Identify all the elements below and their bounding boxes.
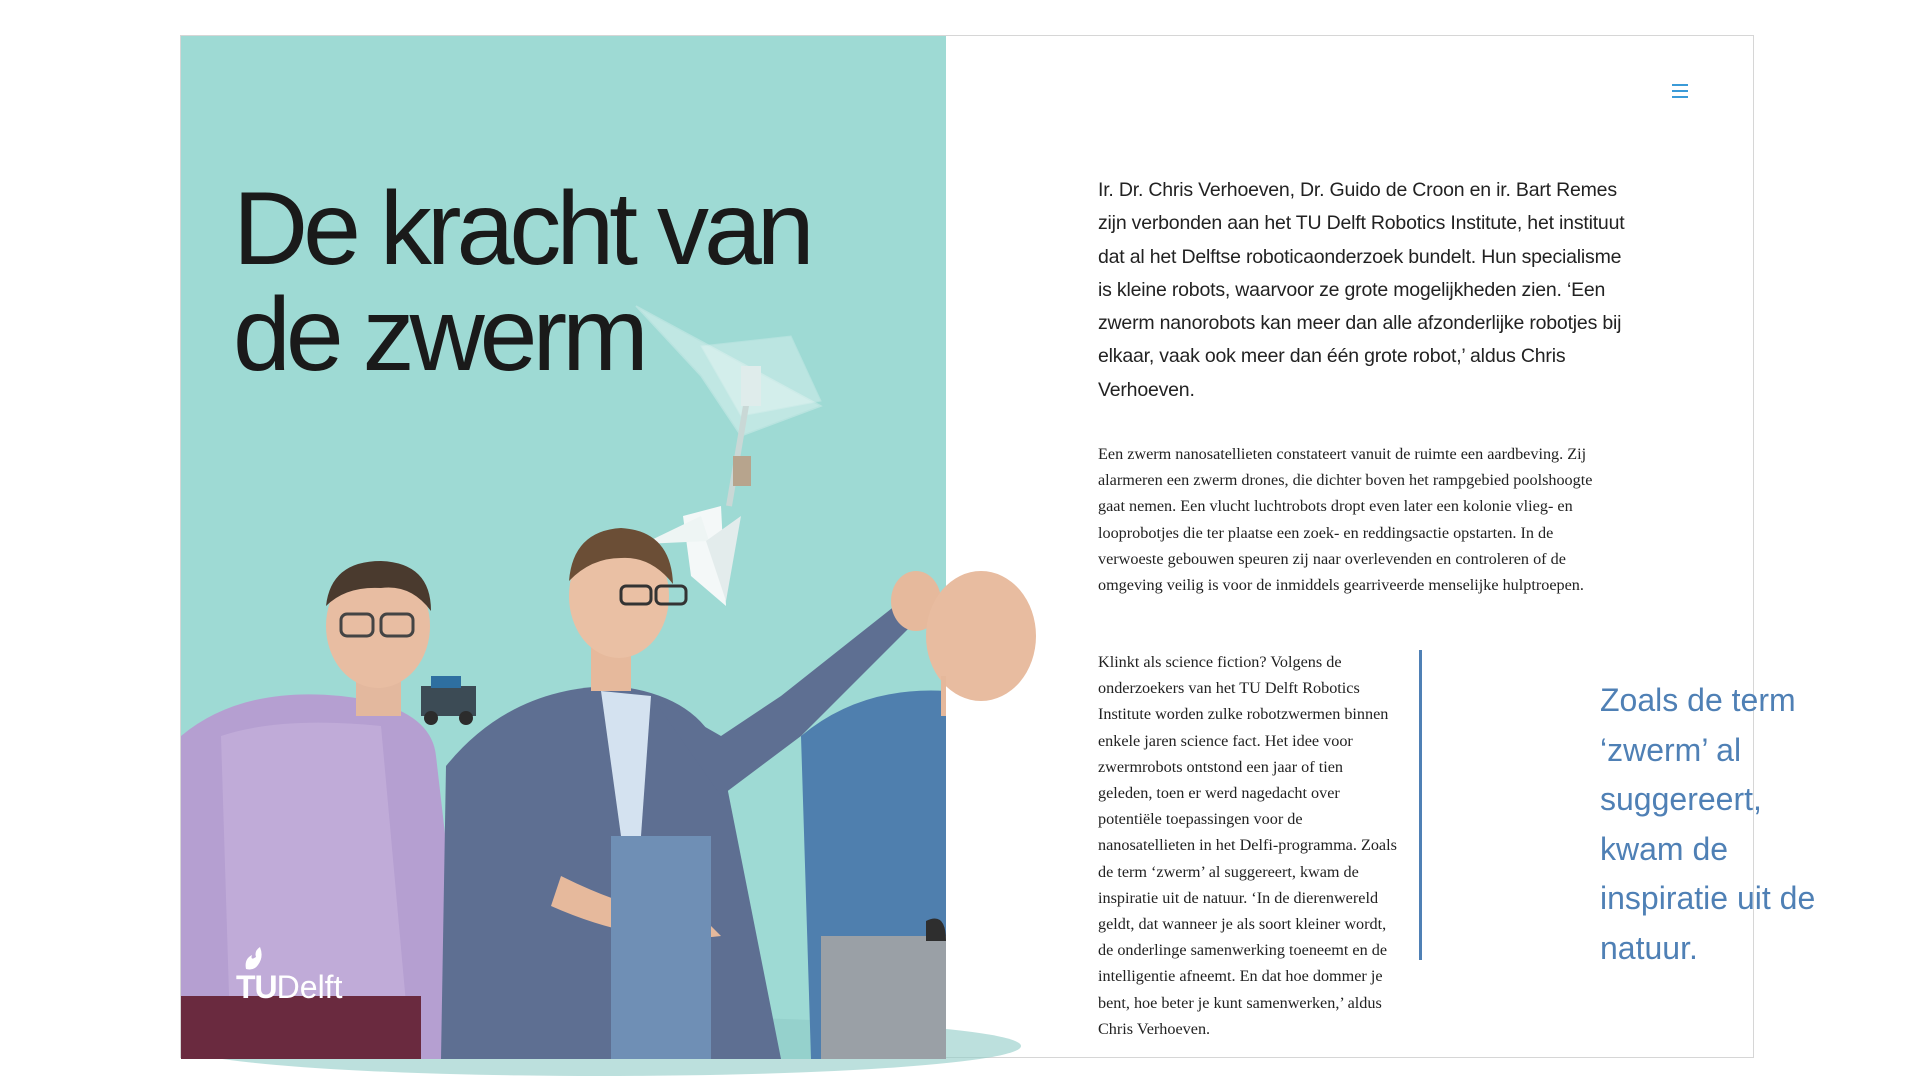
hamburger-menu-icon <box>1672 84 1688 98</box>
tu-delft-logo <box>236 969 342 1006</box>
page-headline <box>233 171 810 393</box>
logo-tu: TU <box>236 969 277 1005</box>
headline-line-1: De kracht van <box>233 171 810 287</box>
article-page <box>946 36 1816 1059</box>
pull-quote-rule <box>1419 650 1422 960</box>
cover-page <box>181 36 946 1059</box>
body-paragraph-2: Klinkt als science fiction? Volgens de onderzoekers van het TU Delft Robotics Institute worden zulke robotzwermen binnen enkele jaren science fact. Het idee voor zwermrobots ontstond een jaar of tien geleden, toen er werd nagedacht over potentiële toepassingen voor de nanosatellieten in het Delfi-programma. Zoals de term ‘zwerm’ al suggereert, kwam de inspiratie uit de natuur. ‘In de dierenwereld geldt, dat wanneer je als soort kleiner wordt, de onderlinge samenwerking toeneemt en de intelligentie afneemt. En dat hoe dommer je bent, hoe beter je kunt samenwerken,’ aldus Chris Verhoeven. <box>1098 653 1397 1038</box>
magazine-spread <box>180 35 1816 1058</box>
flame-icon <box>242 947 264 971</box>
intro-paragraph: Ir. Dr. Chris Verhoeven, Dr. Guido de Croon en ir. Bart Remes zijn verbonden aan het TU Delft Robotics Institute, het instituut dat al het Delftse roboticaonderzoek bundelt. Hun specialisme is kleine robots, waarvoor ze grote mogelijkheden zien. ‘Een zwerm nanorobots kan meer dan alle afzonderlijke robotjes bij elkaar, vaak ook meer dan één grote robot,’ aldus Chris Verhoeven. <box>1098 179 1625 401</box>
headline-line-2: de zwerm <box>233 277 644 393</box>
menu-button[interactable] <box>1669 80 1691 102</box>
pull-quote: Zoals de term ‘zwerm’ al suggereert, kwam de inspiratie uit de natuur. <box>1600 682 1816 966</box>
body-paragraph-1: Een zwerm nanosatellieten constateert vanuit de ruimte een aardbeving. Zij alarmeren een zwerm drones, die dichter boven het rampgebied poolshoogte gaat nemen. Een vlucht luchtrobots dropt even later een kolonie vlieg- en looprobotjes die ter plaatse een zoek- en reddingsactie opstarten. In de verwoeste gebouwen speuren zij naar overlevenden en controleren of de omgeving veilig is voor de inmiddels gearriveerde menselijke hulptroepen. <box>1098 445 1593 595</box>
logo-delft: Delft <box>276 969 343 1005</box>
